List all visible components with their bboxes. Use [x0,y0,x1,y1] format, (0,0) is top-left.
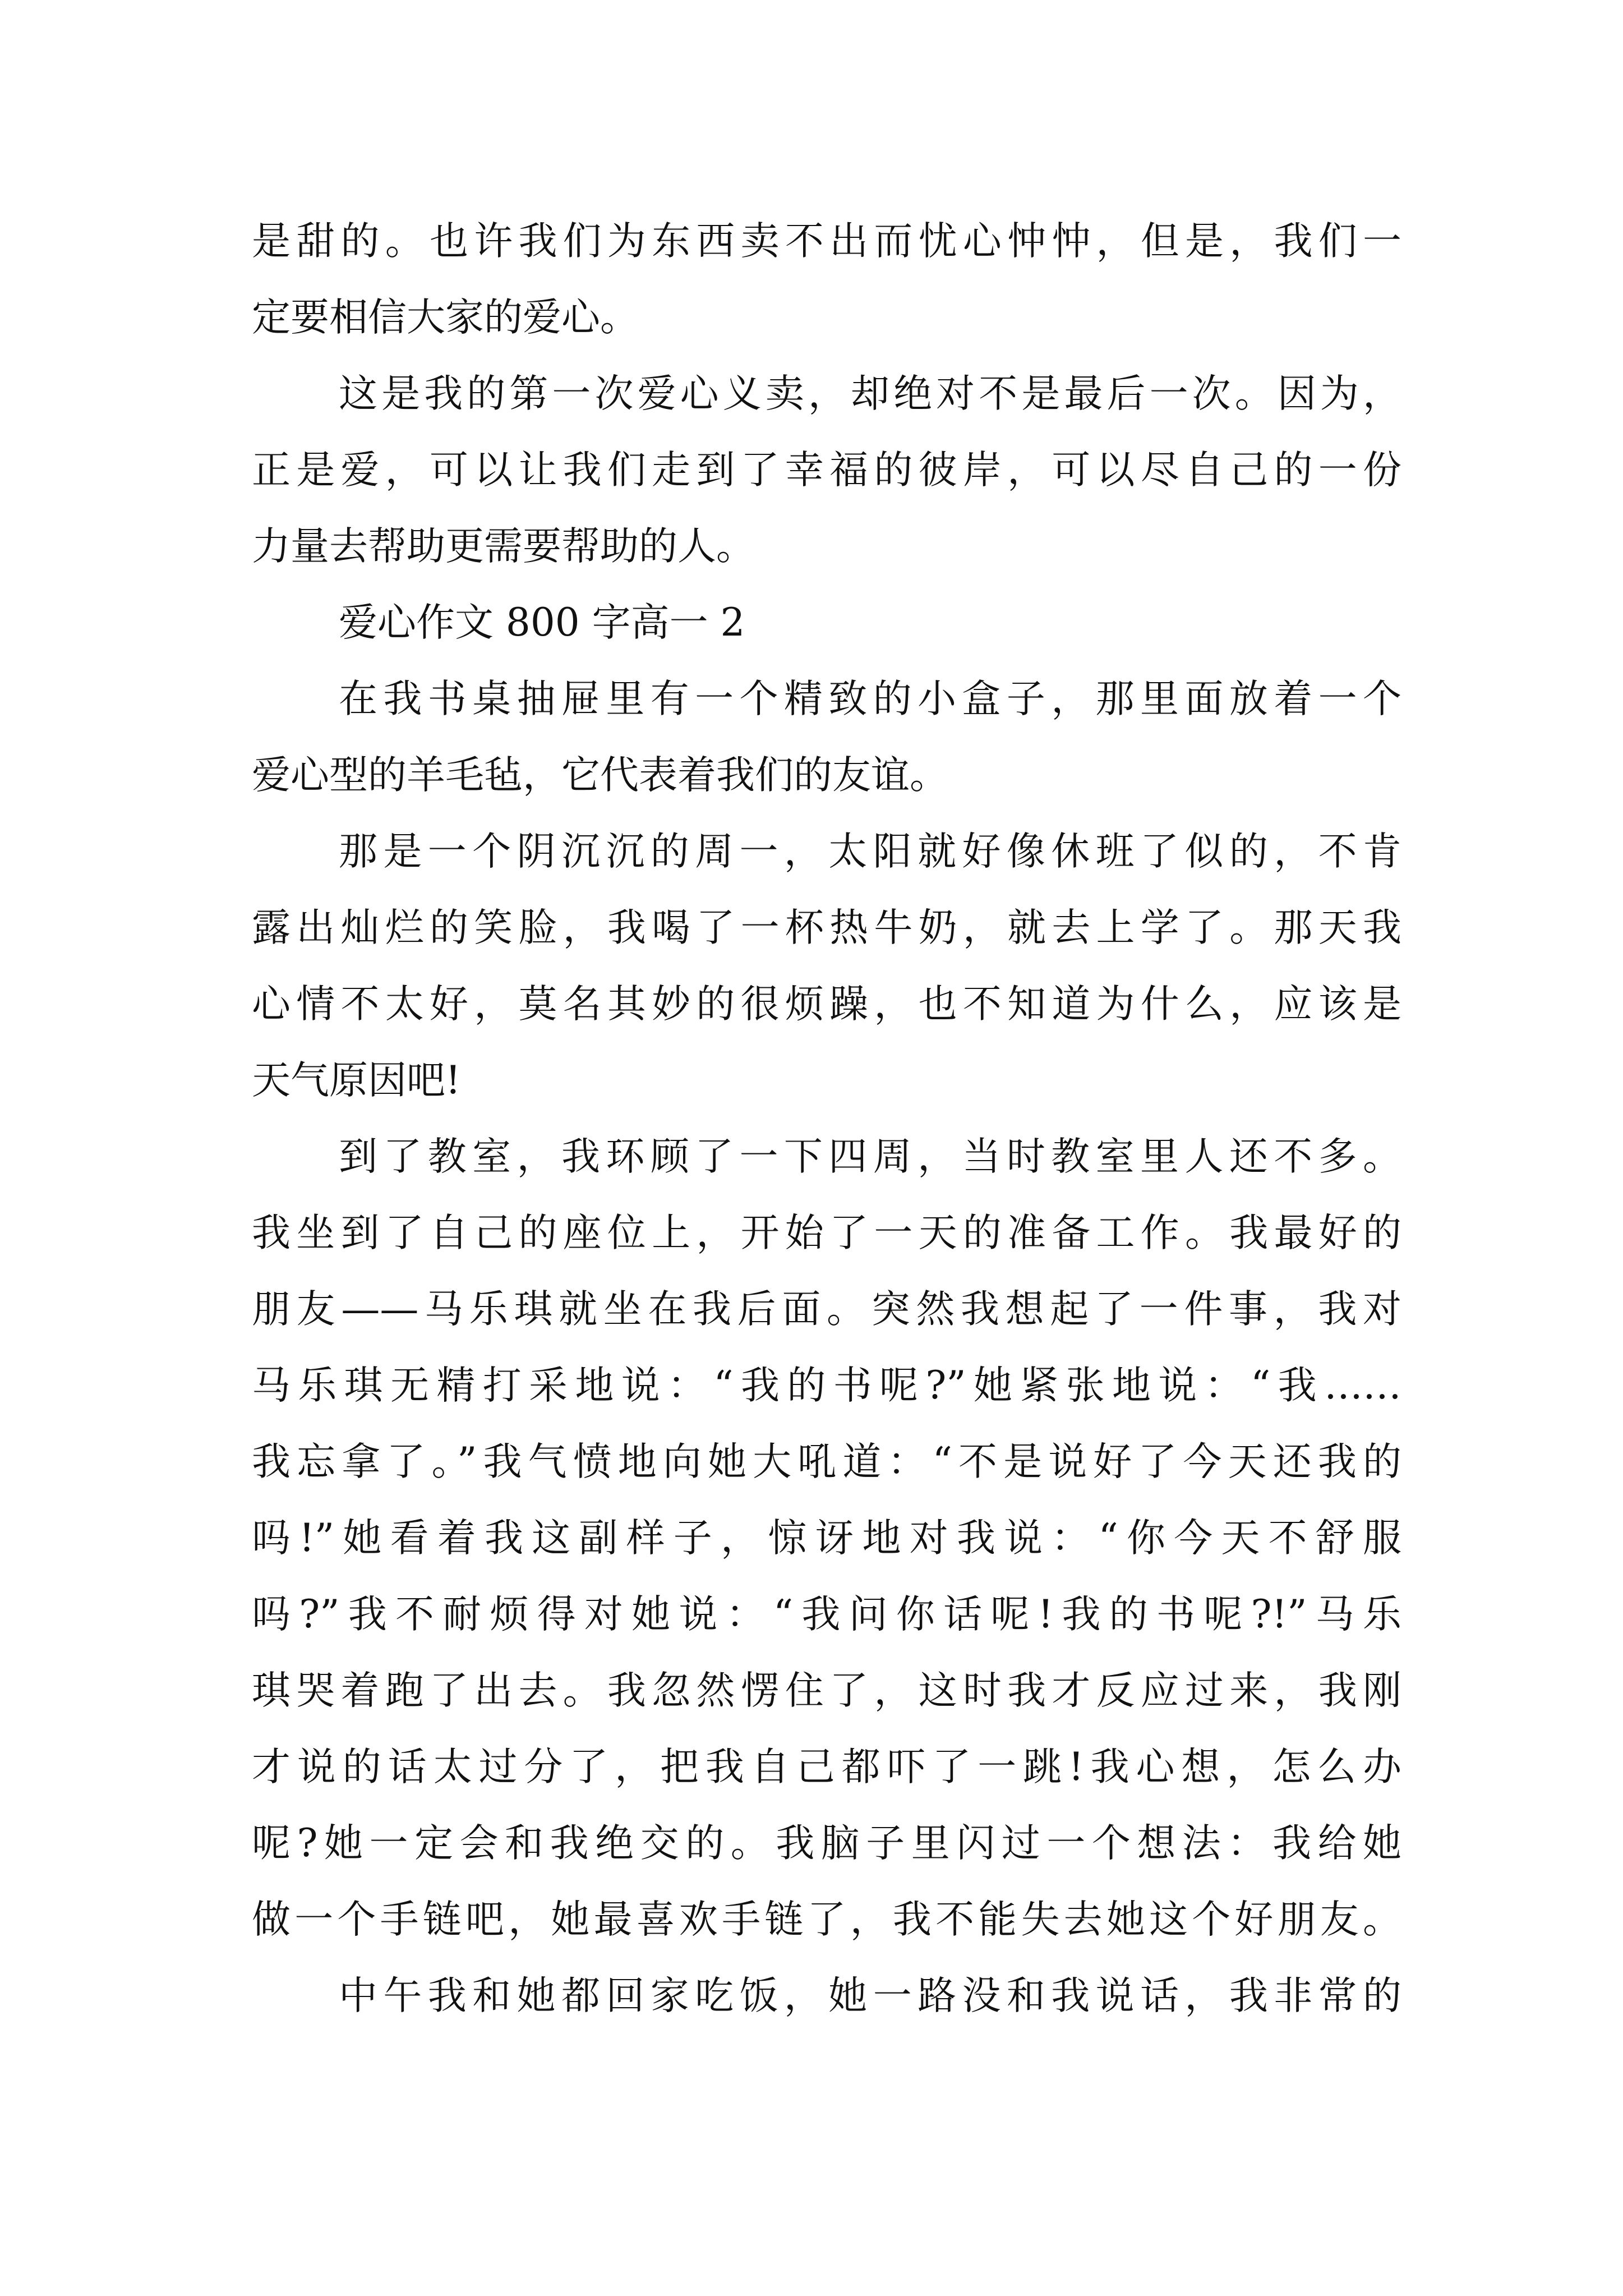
text-line: 吗?”我不耐烦得对她说：“我问你话呢!我的书呢?!”马乐 [252,1592,1401,1637]
paragraph-start-line: 中午我和她都回家吃饭，她一路没和我说话，我非常的 [339,1973,1401,2018]
section-heading: 爱心作文 800 字高一 2 [339,600,745,645]
paragraph-start-line: 到了教室，我环顾了一下四周，当时教室里人还不多。 [339,1134,1401,1179]
text-line: 我坐到了自己的座位上，开始了一天的准备工作。我最好的 [252,1211,1401,1255]
text-line: 心情不太好，莫名其妙的很烦躁，也不知道为什么，应该是 [252,982,1401,1027]
text-line: 露出灿烂的笑脸，我喝了一杯热牛奶，就去上学了。那天我 [252,905,1401,950]
text-line: 呢?她一定会和我绝交的。我脑子里闪过一个想法：我给她 [252,1821,1401,1866]
text-line: 定要相信大家的爱心。 [252,295,639,340]
text-line: 琪哭着跑了出去。我忽然愣住了，这时我才反应过来，我刚 [252,1668,1401,1713]
text-line: 力量去帮助更需要帮助的人。 [252,524,755,569]
text-line: 爱心型的羊毛毡，它代表着我们的友谊。 [252,753,948,798]
text-line: 马乐琪无精打采地说：“我的书呢?”她紧张地说：“我…… [252,1363,1401,1408]
document-body [252,203,1401,2034]
text-line: 天气原因吧! [252,1058,461,1103]
text-line: 我忘拿了。”我气愤地向她大吼道：“不是说好了今天还我的 [252,1439,1401,1484]
paragraph-start-line: 在我书桌抽屉里有一个精致的小盒子，那里面放着一个 [339,677,1401,721]
text-line: 吗!”她看着我这副样子，惊讶地对我说：“你今天不舒服 [252,1516,1401,1561]
paragraph-start-line: 那是一个阴沉沉的周一，太阳就好像休班了似的，不肯 [339,829,1401,874]
text-line: 做一个手链吧，她最喜欢手链了，我不能失去她这个好朋友。 [252,1897,1401,1942]
text-line: 是甜的。也许我们为东西卖不出而忧心忡忡，但是，我们一 [252,219,1401,264]
text-line: 才说的话太过分了，把我自己都吓了一跳!我心想，怎么办 [252,1745,1401,1789]
text-line: 正是爱，可以让我们走到了幸福的彼岸，可以尽自己的一份 [252,448,1401,493]
paragraph-start-line: 这是我的第一次爱心义卖，却绝对不是最后一次。因为， [339,371,1401,416]
text-line: 朋友——马乐琪就坐在我后面。突然我想起了一件事，我对 [252,1287,1401,1332]
